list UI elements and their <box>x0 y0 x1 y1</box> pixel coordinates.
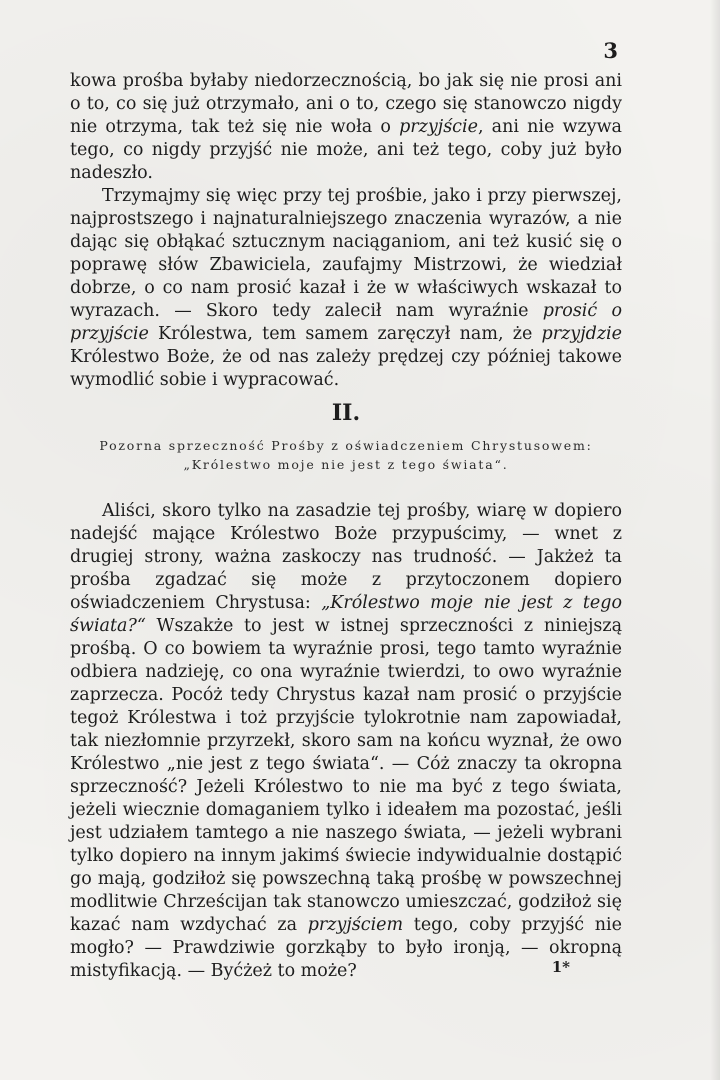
text-run-italic: przyjściem <box>307 914 404 935</box>
section-heading: II. <box>331 400 361 426</box>
body-text-bottom <box>70 482 622 1000</box>
page-number: 3 <box>603 38 618 63</box>
text-run: tego, coby przyjść nie mogło? — Prawdziwie gorzkąby to było ironją, — okropną mistyfikacją. — Byćżeż to może? <box>70 914 622 981</box>
text-run: Królestwo Boże, że od nas zależy prędzej czy później takowe wymodlić sobie i wypracować. <box>70 347 622 390</box>
text-run: , ani nie wzywa tego, co nigdy przyjść nie może, ani też tego, coby już było nadeszło. <box>70 117 622 183</box>
text-run: Trzymajmy się więc przy tej prośbie, jako i przy pierwszej, najprostszego i najnaturalniejszego znaczenia wyrazów, a nie dając się obłąkać sztucznym naciąganiom, ani też kusić się o poprawę słów Zbawiciela, zaufajmy Mistrzowi, że wiedział dobrze, o co nam prosić kazał i że w właściwych wskazał to wyrazach. — Skoro tedy zalecił nam wyraźnie <box>70 186 622 321</box>
page-edge-shadow <box>710 0 720 1080</box>
subtitle-line: Pozorna sprzeczność Prośby z oświadczeniem Chrystusowem: <box>99 438 593 453</box>
paragraph-continuation <box>70 70 622 185</box>
text-run: Wszakże to jest w istnej sprzeczności z niniejszą prośbą. O co bowiem ta wyraźnie prosi, tego tamto wyraźnie odbiera nadzieję, co ona wyraźnie twierdzi, to owo wyraźnie zaprzecza. Pocóż tedy Chrystus kazał nam prosić o przyjście tegoż Królestwa i toż przyjście tylokrotnie nam zapowiadał, tak niezłomnie przyrzekł, skoro sam na końcu wyznał, że owo Królestwo „nie jest z tego świata“. — Cóż znaczy ta okropna sprzeczność? Jeżeli Królestwo to nie ma być z tego świata, jeżeli wiecznie domaganiem tylko i ideałem ma pozostać, jeśli jest udziałem tamtego a nie naszego świata, — jeżeli wybrani tylko dopiero na innym jakimś świecie indywidualnie dostąpić go mają, godziłoż się powszechną taką prośbę w powszechnej modlitwie Chrześcijan tak stanowczo umieszczać, godziłoż się kazać nam wzdychać za <box>70 615 622 935</box>
text-run-italic: prosić o przyjście <box>70 301 622 344</box>
text-run-italic: „Królestwo moje nie jest z tego świata?“ <box>70 592 622 636</box>
text-run: kowa prośba byłaby niedorzecznością, bo jak się nie prosi ani o to, co się już otrzymało, ani o to, czego się stanowczo nigdy nie otrzyma, tak też się nie woła o <box>70 71 622 137</box>
signature-mark: 1* <box>551 958 570 976</box>
subtitle-line: „Królestwo moje nie jest z tego świata“. <box>183 457 509 472</box>
body-text-top <box>70 70 622 392</box>
text-run: Aliści, skoro tylko na zasadzie tej prośby, wiarę w dopiero nadejść mające Królestwo Boże przypuścimy, — wnet z drugiej strony, ważna zaskoczy nas trudność. — Jakżeż ta prośba zgadzać się może z przytoczonem dopiero oświadczeniem Chrystusa: <box>70 500 622 613</box>
paragraph <box>70 500 622 983</box>
paragraph <box>70 185 622 392</box>
text-run-italic: przyjście <box>399 117 478 137</box>
text-run: Królestwa, tem samem zaręczył nam, że <box>148 324 542 344</box>
section-subtitle <box>70 436 622 474</box>
text-run-italic: przyjdzie <box>541 324 622 344</box>
